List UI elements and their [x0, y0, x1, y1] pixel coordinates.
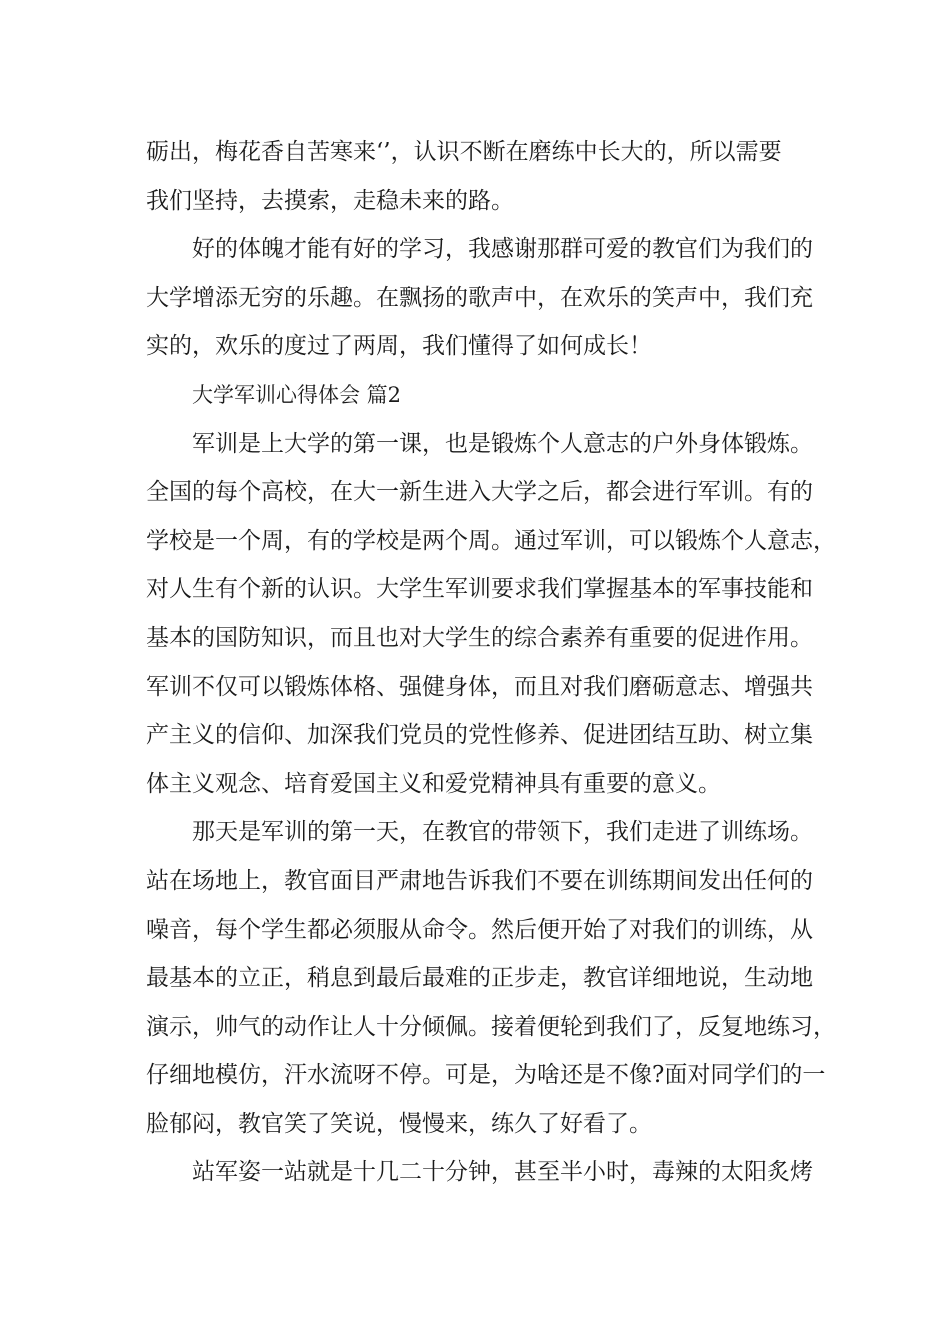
paragraph-3-line-1: 军训是上大学的第一课，也是锻炼个人意志的户外身体锻炼。	[192, 430, 813, 457]
paragraph-4	[146, 808, 836, 1148]
paragraph-3-line-3: 学校是一个周，有的学校是两个周。通过军训，可以锻炼个人意志，	[146, 527, 836, 554]
paragraph-4-line-5: 演示，帅气的动作让人十分倾佩。接着便轮到我们了，反复地练习，	[146, 1013, 836, 1040]
paragraph-4-line-2: 站在场地上，教官面目严肃地告诉我们不要在训练期间发出任何的	[146, 867, 813, 894]
paragraph-2-line-2: 大学增添无穷的乐趣。在飘扬的歌声中，在欢乐的笑声中，我们充	[146, 284, 813, 311]
document-body	[146, 128, 836, 1197]
paragraph-4-line-3: 噪音，每个学生都必须服从命令。然后便开始了对我们的训练，从	[146, 916, 813, 943]
paragraph-5-line-1: 站军姿一站就是十几二十分钟，甚至半小时，毒辣的太阳炙烤	[192, 1159, 813, 1186]
paragraph-3-line-8: 体主义观念、培育爱国主义和爱党精神具有重要的意义。	[146, 770, 721, 797]
paragraph-1-line-1: 砺出，梅花香自苦寒来‘’，认识不断在磨练中长大的，所以需要	[146, 139, 782, 165]
paragraph-2-line-3: 实的，欢乐的度过了两周，我们懂得了如何成长！	[146, 333, 652, 360]
paragraph-3	[146, 420, 836, 809]
paragraph-3-line-7: 产主义的信仰、加深我们党员的党性修养、促进团结互助、树立集	[146, 722, 813, 749]
section-heading-text: 大学军训心得体会 篇2	[192, 382, 402, 407]
paragraph-2	[146, 225, 826, 371]
paragraph-1	[146, 128, 826, 225]
paragraph-4-line-4: 最基本的立正，稍息到最后最难的正步走，教官详细地说，生动地	[146, 965, 813, 992]
paragraph-3-line-2: 全国的每个高校，在大一新生进入大学之后，都会进行军训。有的	[146, 479, 813, 506]
paragraph-4-line-1: 那天是军训的第一天，在教官的带领下，我们走进了训练场。	[192, 819, 813, 846]
paragraph-3-line-5: 基本的国防知识，而且也对大学生的综合素养有重要的促进作用。	[146, 624, 813, 651]
paragraph-5	[146, 1148, 826, 1197]
paragraph-3-line-6: 军训不仅可以锻炼体格、强健身体，而且对我们磨砺意志、增强共	[146, 673, 813, 700]
paragraph-2-line-1: 好的体魄才能有好的学习，我感谢那群可爱的教官们为我们的	[192, 236, 813, 263]
paragraph-4-line-7: 脸郁闷，教官笑了笑说，慢慢来，练久了好看了。	[146, 1110, 652, 1137]
paragraph-3-line-4: 对人生有个新的认识。大学生军训要求我们掌握基本的军事技能和	[146, 576, 813, 603]
paragraph-4-line-6: 仔细地模仿，汗水流呀不停。可是，为啥还是不像?面对同学们的一	[146, 1062, 826, 1089]
section-heading	[146, 371, 826, 420]
paragraph-1-line-2: 我们坚持，去摸索，走稳未来的路。	[146, 187, 514, 214]
